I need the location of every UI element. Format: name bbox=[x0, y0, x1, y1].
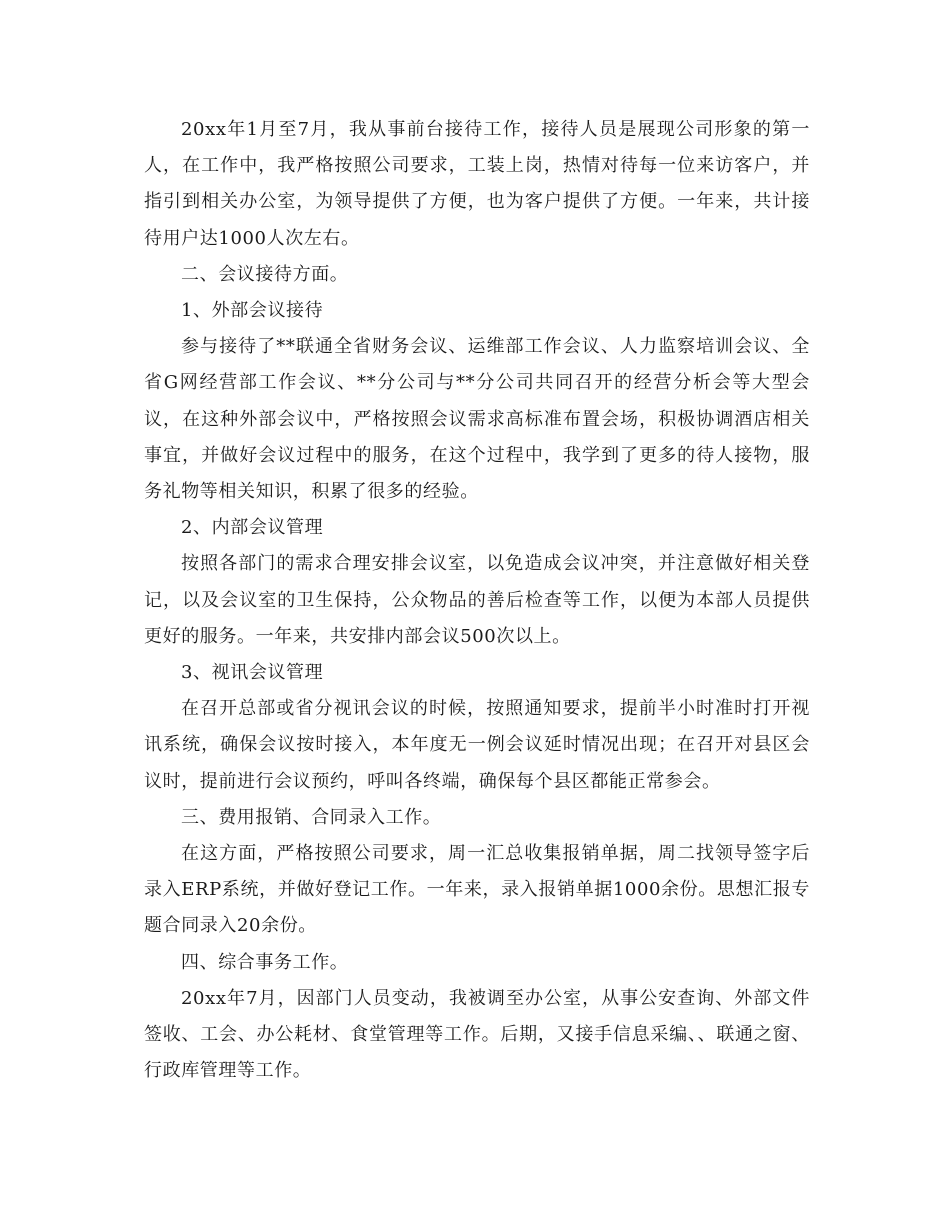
section-heading-general-affairs: 四、综合事务工作。 bbox=[181, 951, 349, 973]
subheading-video-meetings: 3、视讯会议管理 bbox=[181, 662, 324, 684]
section-heading-expense-contracts: 三、费用报销、合同录入工作。 bbox=[181, 806, 442, 828]
paragraph-internal-meetings: 按照各部门的需求合理安排会议室，以免造成会议冲突，并注意做好相关登记，以及会议室的卫生保持，公众物品的善后检查等工作，以便为本部人员提供更好的服务。一年来，共安排内部会议500次以上。 bbox=[144, 553, 810, 647]
paragraph-expense-contracts: 在这方面，严格按照公司要求，周一汇总收集报销单据，周二找领导签字后录入ERP系统，并做好登记工作。一年来，录入报销单据1000余份。思想汇报专题合同录入20余份。 bbox=[144, 843, 810, 937]
section-heading-meeting-reception: 二、会议接待方面。 bbox=[181, 263, 349, 285]
subheading-internal-meetings: 2、内部会议管理 bbox=[181, 517, 324, 539]
paragraph-external-meetings: 参与接待了**联通全省财务会议、运维部工作会议、人力监察培训会议、全省G网经营部工作会议、**分公司与**分公司共同召开的经营分析会等大型会议，在这种外部会议中，严格按照会议需求高标准布置会场，积极协调酒店相关事宜，并做好会议过程中的服务，在这个过程中，我学到了更多的待人接物，服务礼物等相关知识，积累了很多的经验。 bbox=[144, 336, 810, 503]
paragraph-video-meetings: 在召开总部或省分视讯会议的时候，按照通知要求，提前半小时准时打开视讯系统，确保会议按时接入，本年度无一例会议延时情况出现；在召开对县区会议时，提前进行会议预约，呼叫各终端，确保每个县区都能正常参会。 bbox=[144, 698, 810, 792]
document-body bbox=[144, 112, 810, 1089]
subheading-external-meetings: 1、外部会议接待 bbox=[181, 300, 324, 322]
paragraph-general-affairs: 20xx年7月，因部门人员变动，我被调至办公室，从事公安查询、外部文件签收、工会、办公耗材、食堂管理等工作。后期，又接手信息采编、、联通之窗、行政库管理等工作。 bbox=[144, 987, 810, 1082]
paragraph-reception-work: 20xx年1月至7月，我从事前台接待工作，接待人员是展现公司形象的第一人，在工作中，我严格按照公司要求，工装上岗，热情对待每一位来访客户，并指引到相关办公室，为领导提供了方便，也为客户提供了方便。一年来，共计接待用户达1000人次左右。 bbox=[144, 119, 810, 249]
